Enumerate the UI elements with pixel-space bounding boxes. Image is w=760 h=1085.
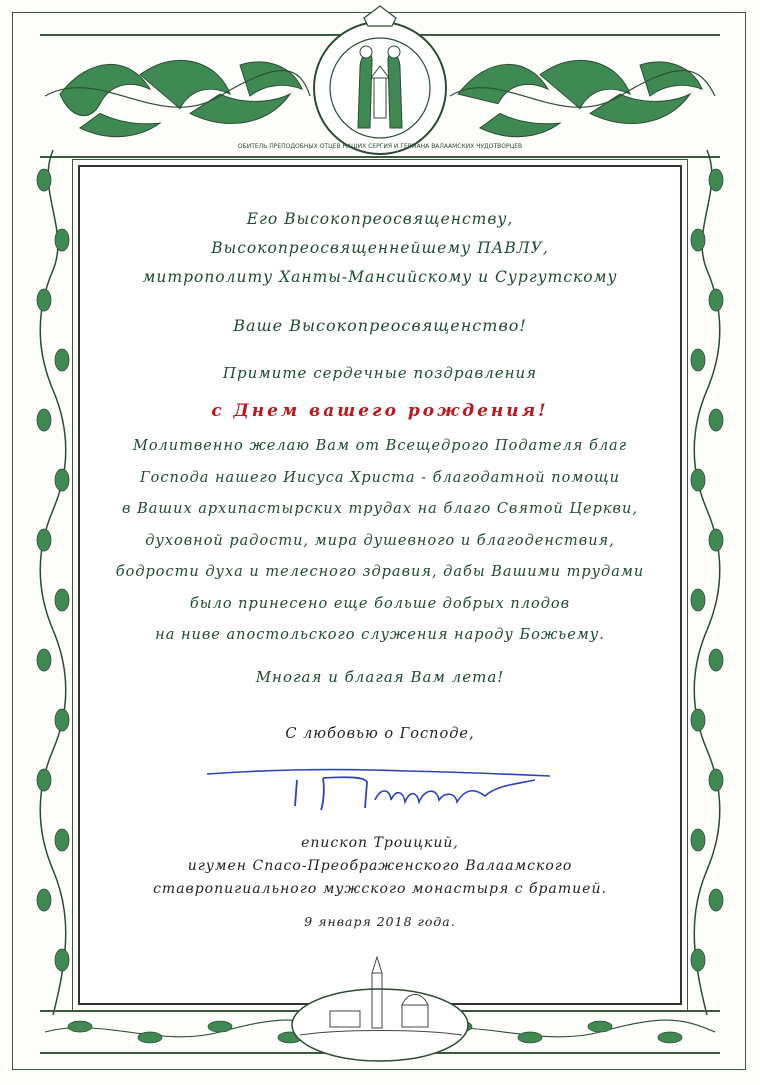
- signatory-line-1: епископ Троицкий,: [301, 835, 459, 851]
- addressee-block: [78, 205, 682, 292]
- body-line-6: было принесено еще больше добрых плодов: [189, 595, 571, 612]
- left-vine-border: [36, 150, 70, 1015]
- body-line-5: бодрости духа и телесного здравия, дабы Вашими трудами: [115, 564, 645, 580]
- addressee-line-2: Высокопреосвященнейшему ПАВЛУ,: [211, 239, 549, 257]
- addressee-line-3: митрополиту Ханты-Мансийскому и Сургутскому: [142, 268, 618, 286]
- addressee-line-1: Его Высокопреосвященству,: [246, 210, 514, 228]
- body-line-4: духовной радости, мира душевного и благоденствия,: [145, 532, 615, 549]
- seal-ring-text: ОБИТЕЛЬ ПРЕПОДОБНЫХ ОТЦЕВ НАШИХ СЕРГИЯ И ГЕРМАНА ВАЛААМСКИХ ЧУДОТВОРЦЕВ: [237, 143, 523, 150]
- body-line-1: Молитвенно желаю Вам от Всещедрого Подателя благ: [132, 438, 628, 454]
- closing-wish: Многая и благая Вам лета!: [255, 668, 505, 686]
- signatory-line-2: игумен Спасо-Преображенского Валаамского: [187, 858, 573, 874]
- congratulations-line: Примите сердечные поздравления: [222, 364, 538, 382]
- salutation: Ваше Высокопреосвященство!: [233, 316, 527, 335]
- signatory-line-3: ставропигиального мужского монастыря с братией.: [153, 881, 607, 897]
- letter-date: 9 января 2018 года.: [304, 914, 456, 929]
- right-vine-border: [690, 150, 724, 1015]
- body-line-3: в Ваших архипастырских трудах на благо Святой Церкви,: [122, 501, 638, 517]
- monastery-seal-emblem: [237, 8, 523, 158]
- monastery-illustration: [290, 955, 470, 1065]
- body-line-7: на ниве апостольского служения народу Божьему.: [155, 627, 605, 643]
- handwritten-signature: [205, 762, 555, 822]
- signatory-block: [78, 832, 682, 901]
- body-line-2: Господа нашего Иисуса Христа - благодатной помощи: [140, 469, 620, 486]
- with-love-line: С любовью о Господе,: [285, 726, 475, 742]
- letter-body: [78, 431, 682, 652]
- birthday-heading: с Днем вашего рождения!: [211, 401, 549, 421]
